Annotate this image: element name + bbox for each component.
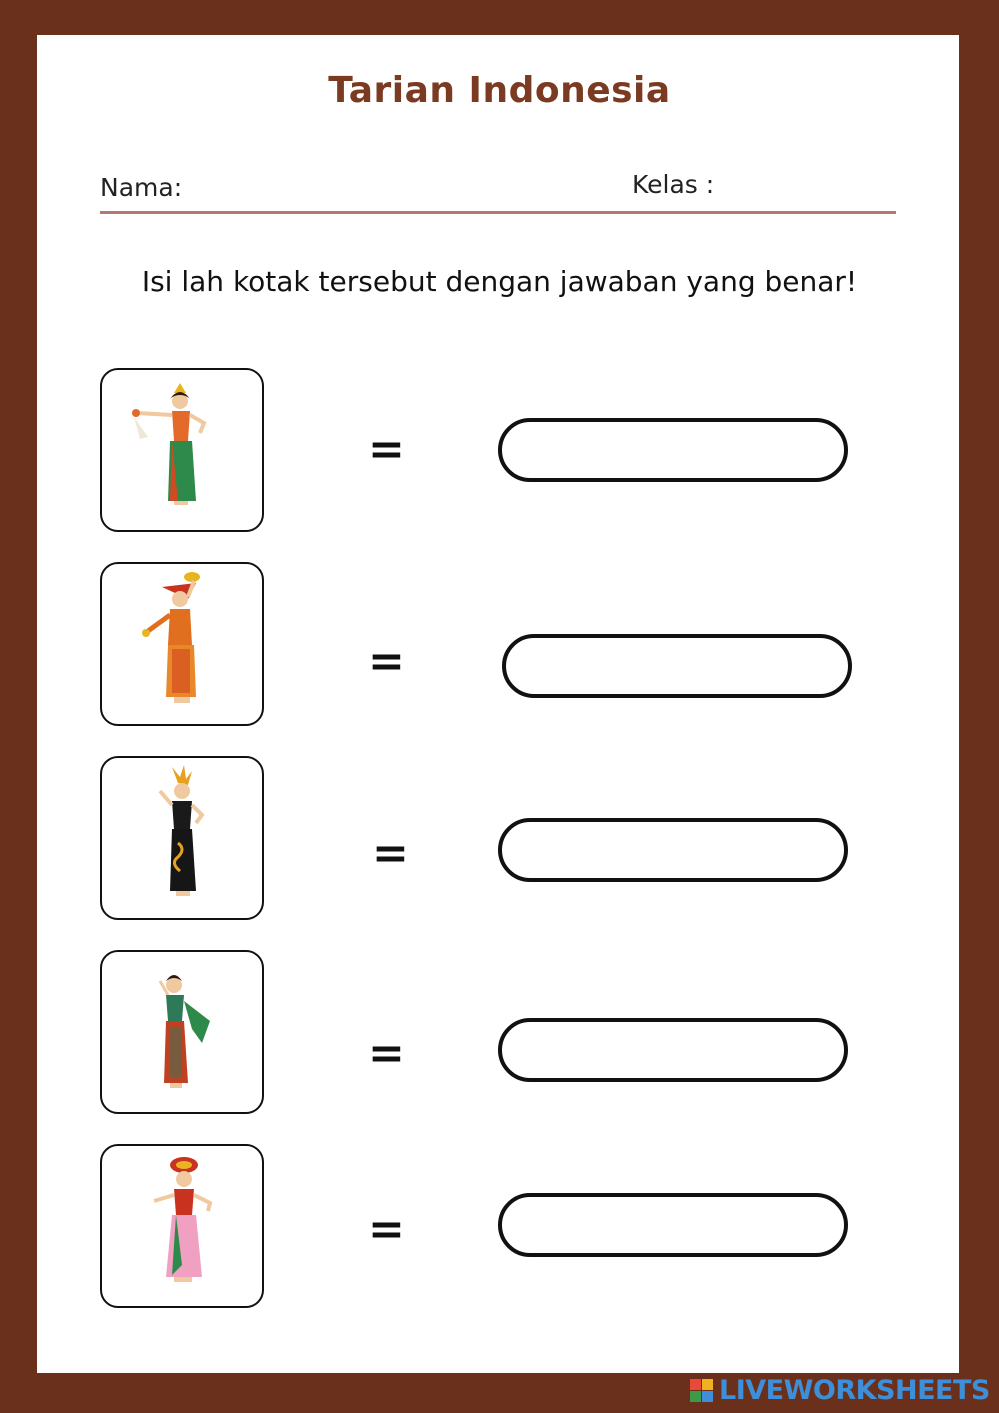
- dancer-image-1: [100, 368, 264, 532]
- worksheet-title: Tarian Indonesia: [328, 70, 671, 111]
- equals-sign-2: =: [368, 636, 405, 687]
- answer-input-2[interactable]: [502, 634, 852, 698]
- dancer-dayak-icon: [122, 763, 242, 913]
- instruction-text: Isi lah kotak tersebut dengan jawaban yang benar!: [141, 265, 858, 298]
- dancer-image-4: [100, 950, 264, 1114]
- brand-text: LIVEWORKSHEETS: [719, 1374, 990, 1406]
- answer-input-3[interactable]: [498, 818, 848, 882]
- equals-sign-1: =: [368, 424, 405, 475]
- dancer-image-3: [100, 756, 264, 920]
- dancer-minang-plate-icon: [122, 569, 242, 719]
- dancer-gandrung-icon: [122, 1151, 242, 1301]
- name-label: Nama:: [100, 173, 183, 202]
- answer-input-4[interactable]: [498, 1018, 848, 1082]
- answer-input-1[interactable]: [498, 418, 848, 482]
- class-label: Kelas :: [632, 170, 715, 199]
- equals-sign-3: =: [372, 828, 409, 879]
- dancer-java-scarf-icon: [122, 957, 242, 1107]
- equals-sign-4: =: [368, 1028, 405, 1079]
- answer-input-5[interactable]: [498, 1193, 848, 1257]
- dancer-image-2: [100, 562, 264, 726]
- dancer-image-5: [100, 1144, 264, 1308]
- equals-sign-5: =: [368, 1204, 405, 1255]
- liveworksheets-brand[interactable]: [690, 1374, 990, 1406]
- liveworksheets-logo-icon: [690, 1379, 713, 1402]
- header-divider: [100, 211, 896, 214]
- dancer-bali-icon: [122, 375, 242, 525]
